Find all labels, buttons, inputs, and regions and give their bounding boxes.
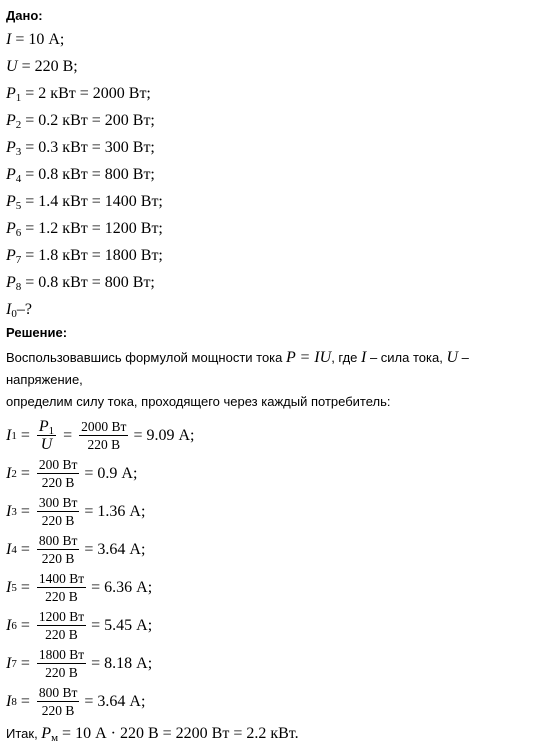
intro-text-4: – напряжение, — [6, 350, 469, 387]
unknown-rhs: –? — [16, 301, 32, 318]
given-line — [6, 269, 546, 296]
given-rhs: = 1.4 кВт = 1400 Вт; — [25, 193, 163, 210]
current-symbol: I — [6, 579, 12, 596]
given-line — [6, 26, 546, 53]
intro-text-1: Воспользовавшись формулой мощности тока — [6, 350, 287, 365]
eq1-result: = 9.09 А; — [133, 427, 195, 444]
given-list — [6, 26, 546, 296]
current-equation: I 3 = $\frac{300 Вт}{220 В}$ = 1.36 А; — [6, 495, 146, 528]
given-line — [6, 161, 546, 188]
current-equation: I 8 = $\frac{800 Вт}{220 В}$ = 3.64 А; — [6, 685, 146, 718]
current-equations — [6, 455, 546, 721]
current-fraction — [37, 495, 80, 529]
given-line — [6, 242, 546, 269]
given-line — [6, 188, 546, 215]
eq1-symbol: I — [6, 427, 12, 444]
given-symbol: U — [6, 58, 18, 75]
fraction-numerator: 1800 Вт — [38, 647, 85, 662]
current-fraction — [37, 685, 80, 719]
current-result: = 5.45 А; — [91, 617, 153, 634]
fraction-denominator: 220 В — [45, 665, 78, 680]
given-subscript: 4 — [15, 173, 22, 185]
eq1-numerator: 2000 Вт — [81, 419, 127, 434]
current-symbol: I — [6, 541, 12, 558]
fraction-denominator: 220 В — [41, 703, 75, 718]
final-prefix: Итак, — [6, 726, 42, 741]
intro-text-2: , где — [331, 350, 361, 365]
unknown-line — [6, 296, 546, 323]
given-rhs: = 10 А; — [15, 31, 65, 48]
current-equation: I 2 = $\frac{200 Вт}{220 В}$ = 0.9 А; — [6, 457, 138, 490]
current-result: = 1.36 А; — [84, 503, 146, 520]
given-line — [6, 80, 546, 107]
current-result: = 6.36 А; — [91, 579, 153, 596]
current-equation: I 5 = $\frac{1400 Вт}{220 В}$ = 6.36 А; — [6, 571, 153, 604]
fraction-numerator: 1200 Вт — [38, 609, 85, 624]
solution-document — [6, 6, 546, 747]
given-line — [6, 53, 546, 80]
given-symbol: P — [6, 166, 16, 183]
given-rhs: = 2 кВт = 2000 Вт; — [25, 85, 151, 102]
given-rhs: = 220 В; — [21, 58, 78, 75]
fraction-numerator: 800 Вт — [38, 533, 78, 548]
fraction-numerator: 1400 Вт — [38, 571, 85, 586]
eq1-den-symbol: U — [40, 436, 53, 453]
final-line — [6, 721, 546, 747]
current-symbol: I — [6, 655, 12, 672]
given-line — [6, 107, 546, 134]
final-subscript: м — [51, 732, 59, 744]
current-fraction — [37, 533, 80, 567]
given-symbol: I — [6, 31, 12, 48]
current-equation-1: I 1 = $\frac{P_1}{U}$ = $\frac{2000 Вт}{220 В}$ = 9.09 А; — [6, 418, 195, 453]
current-result: = 3.64 А; — [84, 541, 146, 558]
unknown-subscript: 0 — [11, 308, 17, 320]
voltage-symbol: U — [446, 349, 458, 366]
current-equation: I 6 = $\frac{1200 Вт}{220 В}$ = 5.45 А; — [6, 609, 153, 642]
final-rhs: = 10 А · 220 В = 2200 Вт = 2.2 кВт. — [62, 725, 299, 742]
current-symbol: I — [6, 617, 12, 634]
solution-heading: Решение: — [6, 325, 68, 340]
fraction-numerator: 800 Вт — [38, 685, 78, 700]
given-symbol: P — [6, 139, 16, 156]
intro-text-5: определим силу тока, проходящего через каждый потребитель: — [6, 394, 391, 409]
power-formula: P = IU — [286, 349, 332, 366]
given-subscript: 6 — [15, 227, 22, 239]
intro-text-3: – сила тока, — [366, 350, 447, 365]
current-symbol: I — [361, 349, 367, 366]
given-subscript: 1 — [15, 92, 22, 104]
given-subscript: 8 — [15, 281, 22, 293]
given-heading: Дано: — [6, 8, 43, 23]
current-fraction — [37, 647, 86, 681]
current-equation: I 4 = $\frac{800 Вт}{220 В}$ = 3.64 А; — [6, 533, 146, 566]
eq1-symbolic-fraction — [37, 419, 56, 453]
given-subscript: 7 — [15, 254, 22, 266]
given-subscript: 2 — [15, 119, 22, 131]
given-rhs: = 0.8 кВт = 800 Вт; — [25, 274, 155, 291]
given-symbol: P — [6, 247, 16, 264]
fraction-numerator: 200 Вт — [38, 457, 78, 472]
fraction-denominator: 220 В — [41, 513, 75, 528]
fraction-denominator: 220 В — [45, 627, 78, 642]
current-fraction — [37, 609, 86, 643]
current-symbol: I — [6, 693, 12, 710]
eq1-num-symbol: P — [38, 418, 49, 435]
current-symbol: I — [6, 465, 12, 482]
eq1-numeric-fraction — [79, 419, 128, 453]
given-line — [6, 215, 546, 242]
given-rhs: = 0.3 кВт = 300 Вт; — [25, 139, 155, 156]
given-rhs: = 0.8 кВт = 800 Вт; — [25, 166, 155, 183]
eq1-denominator: 220 В — [87, 437, 121, 452]
intro-paragraph — [6, 347, 546, 413]
given-rhs: = 0.2 кВт = 200 Вт; — [25, 112, 155, 129]
given-subscript: 3 — [15, 146, 22, 158]
current-equation: I 7 = $\frac{1800 Вт}{220 В}$ = 8.18 А; — [6, 647, 153, 680]
given-symbol: P — [6, 220, 16, 237]
given-symbol: P — [6, 193, 16, 210]
current-result: = 8.18 А; — [91, 655, 153, 672]
given-line — [6, 134, 546, 161]
given-rhs: = 1.2 кВт = 1200 Вт; — [25, 220, 163, 237]
fraction-numerator: 300 Вт — [38, 495, 78, 510]
eq1-num-subscript: 1 — [48, 425, 55, 437]
current-result: = 3.64 А; — [84, 693, 146, 710]
final-symbol: P — [41, 725, 52, 742]
current-fraction — [37, 571, 86, 605]
current-symbol: I — [6, 503, 12, 520]
current-result: = 0.9 А; — [84, 465, 138, 482]
given-symbol: P — [6, 274, 16, 291]
unknown-symbol: I — [6, 301, 12, 318]
fraction-denominator: 220 В — [41, 551, 75, 566]
given-symbol: P — [6, 112, 16, 129]
current-fraction — [37, 457, 80, 491]
fraction-denominator: 220 В — [45, 589, 78, 604]
given-subscript: 5 — [15, 200, 22, 212]
fraction-denominator: 220 В — [41, 475, 75, 490]
given-rhs: = 1.8 кВт = 1800 Вт; — [25, 247, 163, 264]
given-symbol: P — [6, 85, 16, 102]
